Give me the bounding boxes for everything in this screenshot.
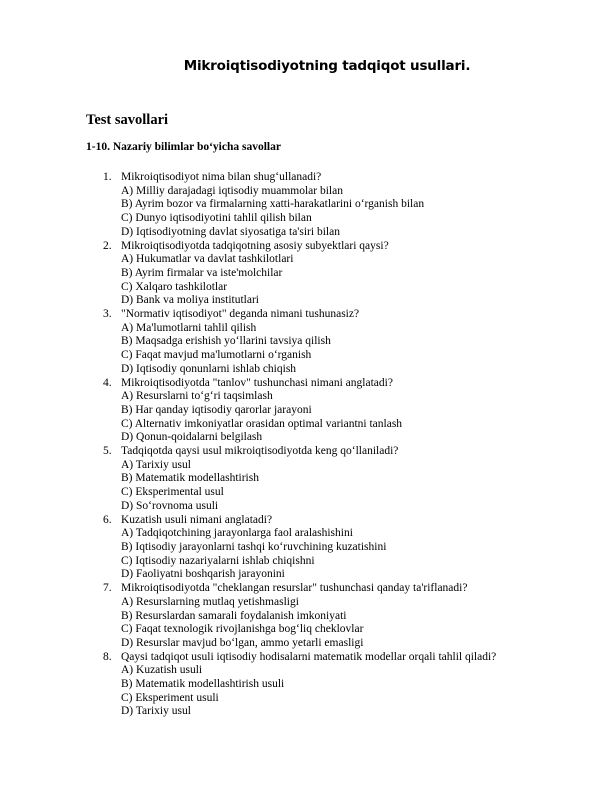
answer-option: D) Iqtisodiy qonunlarni ishlab chiqish [121,362,297,375]
question-number: 7. [103,582,112,595]
answer-option: D) Iqtisodiyotning davlat siyosatiga ta'siri bilan [121,225,340,238]
question-text: Mikroiqtisodiyot nima bilan shug‘ullanadi? [121,171,322,183]
question-text: Qaysi tadqiqot usuli iqtisodiy hodisalarni matematik modellar orqali tahlil qiladi? [121,650,497,663]
answer-option: A) Hukumatlar va davlat tashkilotlari [121,253,294,266]
question-text: Tadqiqotda qaysi usul mikroiqtisodiyotda keng qo‘llaniladi? [121,445,399,458]
answer-option: A) Ma'lumotlarni tahlil qilish [121,321,257,334]
sub-heading: 1-10. Nazariy bilimlar bo‘yicha savollar [86,141,281,153]
question-item [0,514,612,583]
question-text: Mikroiqtisodiyotda tadqiqotning asosiy subyektlari qaysi? [121,239,389,252]
answer-option: A) Resurslarni to‘g‘ri taqsimlash [121,390,273,403]
answer-option: A) Milliy darajadagi iqtisodiy muammolar bilan [121,184,343,197]
answer-option: D) Qonun-qoidalarni belgilash [121,431,263,444]
question-item [0,308,612,377]
answer-option: A) Tadqiqotchining jarayonlarga faol aralashishini [121,527,353,540]
answer-option: C) Alternativ imkoniyatlar orasidan optimal variantni tanlash [121,417,403,430]
answer-option: B) Maqsadga erishish yo‘llarini tavsiya qilish [121,335,331,348]
question-text: Mikroiqtisodiyotda "cheklangan resurslar" tushunchasi qanday ta'riflanadi? [121,582,468,595]
answer-option: C) Dunyo iqtisodiyotini tahlil qilish bilan [121,212,312,225]
answer-option: D) So‘rovnoma usuli [121,499,219,512]
question-text: Mikroiqtisodiyotda "tanlov" tushunchasi nimani anglatadi? [121,376,393,389]
answer-option: C) Iqtisodiy nazariyalarni ishlab chiqishni [121,554,315,567]
answer-option: C) Eksperimental usul [121,486,224,499]
question-item [0,445,612,514]
question-number: 6. [103,513,112,526]
answer-option: A) Tarixiy usul [121,458,191,471]
answer-option: C) Eksperiment usuli [121,691,219,704]
answer-option: C) Faqat mavjud ma'lumotlarni o‘rganish [121,349,312,362]
answer-option: B) Har qanday iqtisodiy qarorlar jarayoni [121,403,312,416]
answer-option: D) Tarixiy usul [121,705,191,718]
answer-option: C) Xalqaro tashkilotlar [121,280,228,293]
answer-option: B) Ayrim firmalar va iste'molchilar [121,266,283,279]
question-item [0,651,612,720]
document-title: Mikroiqtisodiyotning tadqiqot usullari. [183,58,471,74]
question-item [0,582,612,651]
answer-option: D) Faoliyatni boshqarish jarayonini [121,568,285,581]
answer-option: B) Ayrim bozor va firmalarning xatti-harakatlarini o‘rganish bilan [121,198,425,211]
question-text: Kuzatish usuli nimani anglatadi? [121,513,273,526]
question-item [0,171,612,240]
question-number: 3. [103,308,112,321]
question-number: 2. [103,239,112,252]
question-item [0,240,612,309]
answer-option: B) Iqtisodiy jarayonlarni tashqi ko‘ruvchining kuzatishini [121,540,387,553]
answer-option: D) Bank va moliya institutlari [121,294,259,307]
answer-option: A) Resurslarning mutlaq yetishmasligi [121,595,299,608]
answer-option: B) Matematik modellashtirish usuli [121,678,285,691]
question-text: "Normativ iqtisodiyot" deganda nimani tushunasiz? [121,308,360,321]
answer-option: B) Matematik modellashtirish [121,472,259,485]
answer-option: C) Faqat texnologik rivojlanishga bog‘liq cheklovlar [121,623,364,636]
section-heading: Test savollari [86,112,169,128]
answer-option: A) Kuzatish usuli [121,664,203,677]
question-number: 5. [103,445,112,458]
answer-option: D) Resurslar mavjud bo‘lgan, ammo yetarli emasligi [121,636,364,649]
question-number: 8. [103,650,112,663]
question-number: 1. [103,171,112,183]
answer-option: B) Resurslardan samarali foydalanish imkoniyati [121,609,347,622]
question-number: 4. [103,376,112,389]
question-list [0,171,612,719]
question-item [0,377,612,446]
